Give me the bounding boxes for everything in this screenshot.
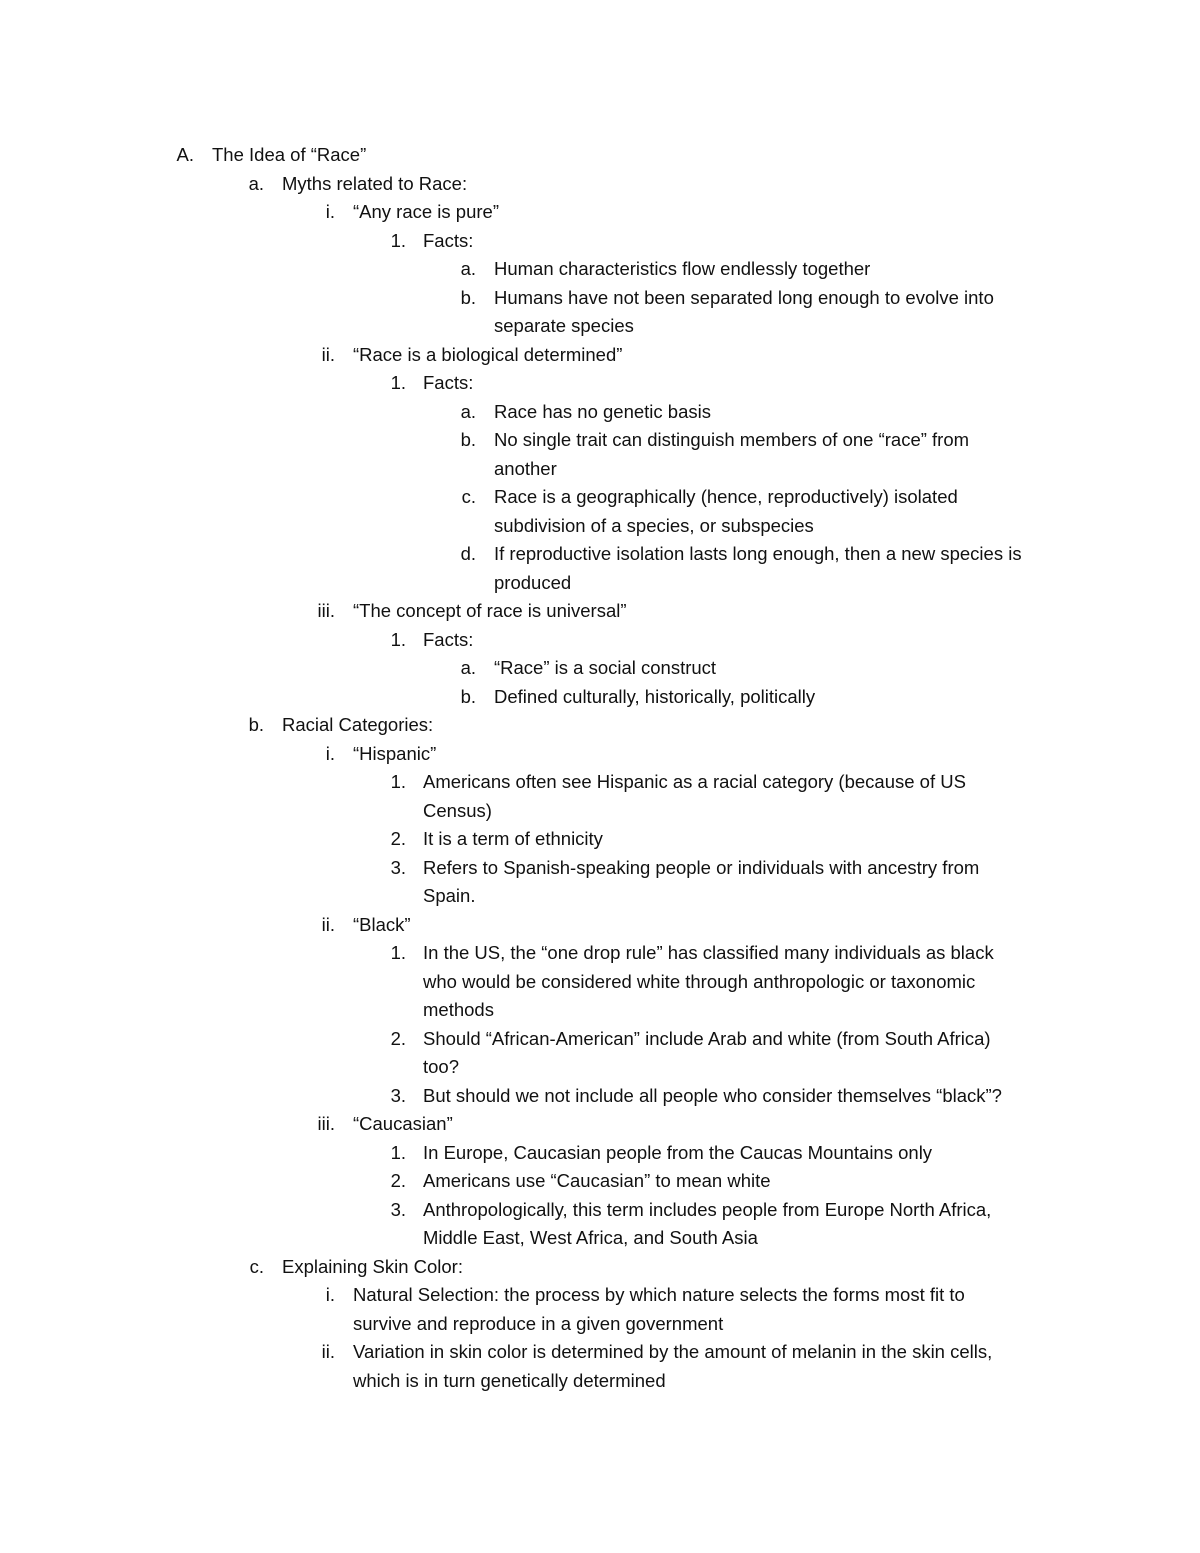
list-item-text: survive and reproduce in a given government [353, 1312, 724, 1334]
outline-line [0, 1082, 1200, 1111]
list-item-text: which is in turn genetically determined [353, 1369, 666, 1391]
list-marker: 1. [390, 771, 406, 792]
outline-line [0, 540, 1200, 569]
outline-line [0, 1253, 1200, 1282]
list-item-text: Should “African-American” include Arab and white (from South Africa) [423, 1027, 991, 1049]
list-marker: 2. [390, 1170, 406, 1191]
list-item-text: methods [423, 999, 494, 1020]
list-item-text: Americans use “Caucasian” to mean white [423, 1170, 771, 1191]
list-item-text: Middle East, West Africa, and South Asia [423, 1227, 758, 1248]
outline [0, 141, 1200, 1395]
list-marker: 1. [390, 372, 406, 393]
outline-line [0, 1281, 1200, 1310]
outline-line [0, 939, 1200, 968]
list-marker: c. [249, 1255, 264, 1277]
outline-line [0, 1139, 1200, 1168]
list-item-text: But should we not include all people who consider themselves “black”? [423, 1084, 1002, 1106]
list-marker: 2. [390, 828, 406, 849]
list-item-text: Anthropologically, this term includes people from Europe North Africa, [423, 1198, 992, 1220]
list-marker: b. [460, 685, 476, 707]
outline-line [0, 626, 1200, 655]
outline-line [0, 369, 1200, 398]
outline-line [0, 198, 1200, 227]
outline-line [0, 740, 1200, 769]
list-item-text: Spain. [423, 885, 476, 906]
outline-line [0, 996, 1200, 1025]
list-item-text: “Race” is a social construct [494, 657, 717, 678]
list-item-text: another [494, 457, 557, 479]
list-item-text: “Hispanic” [353, 742, 437, 764]
list-item-text: Facts: [423, 372, 474, 393]
list-marker: 3. [390, 856, 406, 878]
list-marker: c. [461, 486, 476, 507]
list-item-text: “Race is a biological determined” [353, 343, 623, 365]
list-item-text: The Idea of “Race” [212, 144, 367, 165]
outline-line [0, 825, 1200, 854]
list-item-text: Natural Selection: the process by which nature selects the forms most fit to [353, 1284, 965, 1305]
list-marker: 3. [390, 1084, 406, 1106]
list-item-text: No single trait can distinguish members of one “race” from [494, 429, 970, 450]
list-marker: a. [248, 172, 264, 194]
outline-line [0, 968, 1200, 997]
list-marker: iii. [317, 1113, 335, 1134]
list-marker: a. [460, 258, 476, 279]
list-marker: iii. [317, 600, 335, 621]
list-item-text: separate species [494, 315, 634, 336]
outline-line [0, 797, 1200, 826]
list-marker: 1. [390, 628, 406, 650]
outline-line [0, 569, 1200, 598]
list-marker: ii. [321, 1341, 335, 1362]
list-item-text: “The concept of race is universal” [353, 600, 627, 621]
list-marker: ii. [321, 913, 335, 935]
list-marker: 3. [390, 1198, 406, 1220]
outline-line [0, 141, 1200, 170]
list-item-text: Racial Categories: [282, 714, 434, 735]
list-marker: i. [325, 201, 335, 222]
outline-line [0, 1367, 1200, 1396]
list-item-text: Race is a geographically (hence, reproductively) isolated [494, 486, 958, 507]
outline-line [0, 1338, 1200, 1367]
list-marker: A. [176, 144, 194, 165]
outline-line [0, 512, 1200, 541]
list-marker: 2. [390, 1027, 406, 1049]
list-item-text: too? [423, 1056, 460, 1077]
list-item-text: Refers to Spanish-speaking people or individuals with ancestry from [423, 856, 980, 878]
list-item-text: In the US, the “one drop rule” has classified many individuals as black [423, 942, 994, 963]
outline-line [0, 1110, 1200, 1139]
list-marker: b. [460, 429, 476, 450]
list-item-text: Facts: [423, 229, 474, 251]
outline-line [0, 768, 1200, 797]
outline-line [0, 483, 1200, 512]
list-marker: d. [460, 543, 476, 564]
outline-line [0, 398, 1200, 427]
list-marker: a. [460, 400, 476, 422]
outline-line [0, 255, 1200, 284]
list-item-text: Americans often see Hispanic as a racial category (because of US [423, 771, 966, 792]
list-item-text: Human characteristics flow endlessly together [494, 258, 871, 279]
list-marker: ii. [321, 343, 335, 365]
outline-line [0, 1025, 1200, 1054]
outline-line [0, 1224, 1200, 1253]
list-item-text: Race has no genetic basis [494, 400, 711, 422]
list-item-text: Variation in skin color is determined by the amount of melanin in the skin cells, [353, 1341, 993, 1362]
list-item-text: who would be considered white through anthropologic or taxonomic [423, 970, 976, 992]
list-item-text: Explaining Skin Color: [282, 1255, 463, 1277]
outline-line [0, 1310, 1200, 1339]
list-marker: 1. [390, 942, 406, 963]
list-item-text: Myths related to Race: [282, 172, 468, 194]
list-item-text: subdivision of a species, or subspecies [494, 514, 814, 536]
list-item-text: produced [494, 571, 572, 593]
list-item-text: In Europe, Caucasian people from the Caucas Mountains only [423, 1141, 933, 1163]
outline-line [0, 911, 1200, 940]
list-item-text: If reproductive isolation lasts long enough, then a new species is [494, 543, 1022, 564]
outline-line [0, 654, 1200, 683]
list-marker: b. [248, 714, 264, 735]
list-marker: 1. [390, 1141, 406, 1163]
list-item-text: It is a term of ethnicity [423, 828, 603, 849]
outline-line [0, 227, 1200, 256]
outline-line [0, 597, 1200, 626]
list-item-text: “Black” [353, 913, 411, 935]
list-item-text: Census) [423, 799, 492, 821]
list-marker: a. [460, 657, 476, 678]
outline-line [0, 882, 1200, 911]
list-item-text: “Caucasian” [353, 1113, 453, 1134]
outline-line [0, 284, 1200, 313]
list-item-text: Facts: [423, 628, 474, 650]
outline-line [0, 455, 1200, 484]
outline-line [0, 683, 1200, 712]
list-item-text: Humans have not been separated long enough to evolve into [494, 286, 994, 308]
outline-line [0, 1196, 1200, 1225]
outline-line [0, 312, 1200, 341]
list-item-text: “Any race is pure” [353, 201, 499, 222]
outline-line [0, 711, 1200, 740]
outline-line [0, 426, 1200, 455]
outline-line [0, 854, 1200, 883]
outline-line [0, 1053, 1200, 1082]
outline-line [0, 1167, 1200, 1196]
list-marker: i. [325, 742, 335, 764]
list-marker: 1. [390, 229, 406, 251]
list-marker: i. [325, 1284, 335, 1305]
list-item-text: Defined culturally, historically, politically [494, 685, 816, 707]
outline-line [0, 341, 1200, 370]
list-marker: b. [460, 286, 476, 308]
outline-line [0, 170, 1200, 199]
